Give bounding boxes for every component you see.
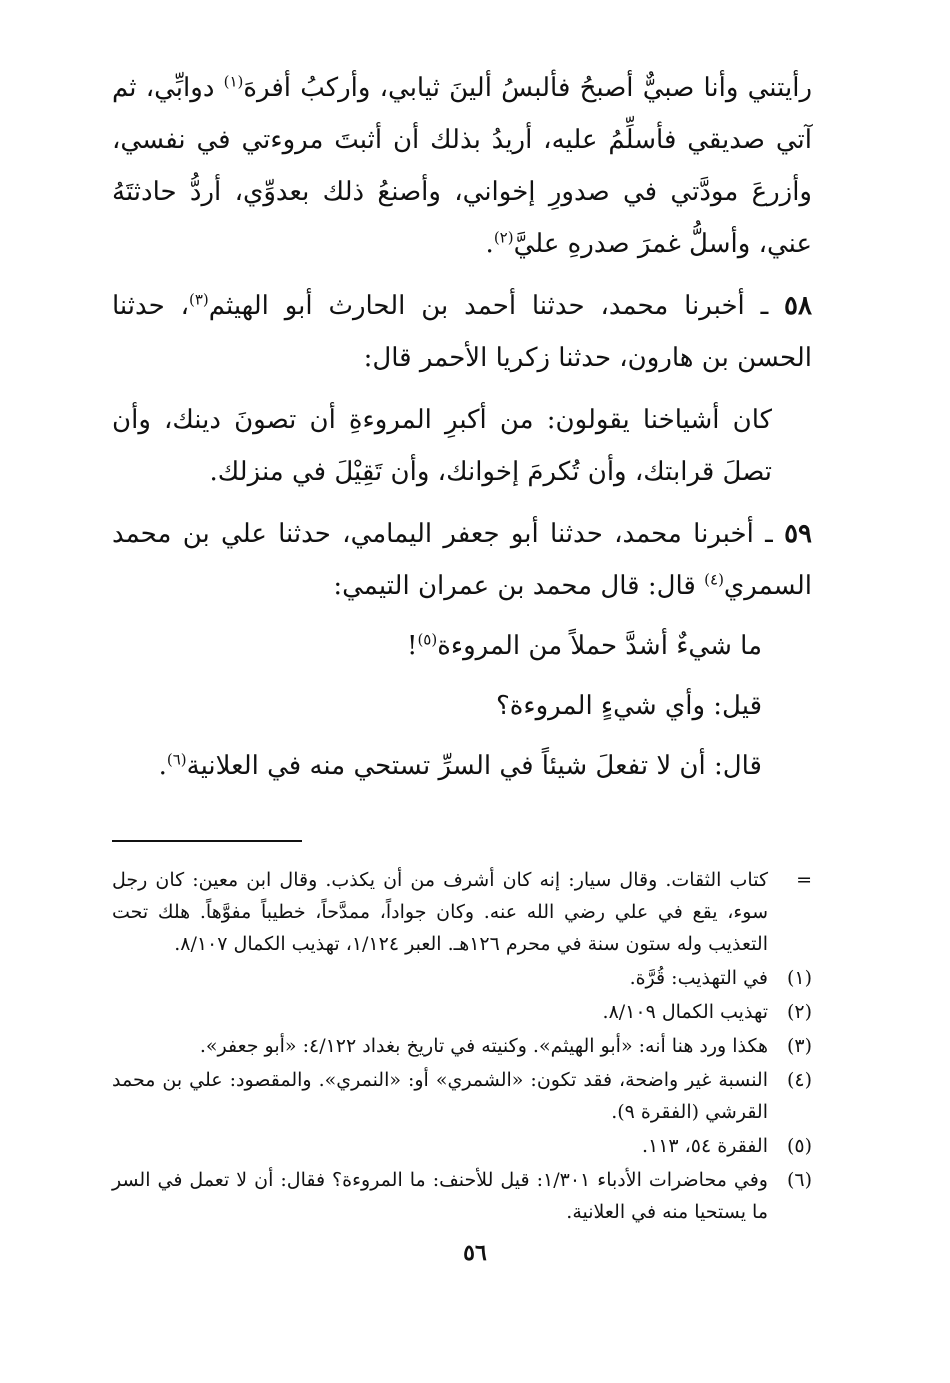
paragraph-59 <box>112 508 812 612</box>
footnote-6 <box>112 1164 812 1228</box>
dialogue-line-3 <box>112 740 812 792</box>
footnote-marker: = <box>796 869 812 891</box>
footnote-marker: (٥) <box>786 1135 812 1157</box>
text-span: . <box>158 751 167 781</box>
footnote-5 <box>112 1130 812 1162</box>
paragraph-1 <box>112 62 812 270</box>
footnote-ref-5: (٥) <box>417 630 438 649</box>
footnote-marker: (٤) <box>786 1069 812 1091</box>
page-number: ٥٦ <box>463 1240 487 1266</box>
text-span: ـ أخبرنا محمد، حدثنا أحمد بن الحارث أبو الهيثم <box>208 291 785 321</box>
text-span: دوابِّي، ثم آتي صديقي فأسلِّمُ عليه، أريدُ بذلك أن أثبتَ مروءتي في نفسي، وأزرعَ مودَّتي في صدورِ إخواني، وأصنعُ ذلك بعدوِّي، أردُّ حادثتَهُ عني، وأسلُّ غمرَ صدرهِ عليَّ <box>112 73 812 259</box>
footnote-text: في التهذيب: قُرَّة. <box>629 967 768 989</box>
footnote-continued <box>112 864 812 960</box>
footnote-marker: (٦) <box>786 1169 812 1191</box>
paragraph-58-quote: كان أشياخنا يقولون: من أكبرِ المروءةِ أن تصونَ دينك، وأن تصلَ قرابتك، وأن تُكرمَ إخوانك، وأن تَقِيْلَ في منزلك. <box>112 405 772 487</box>
text-span: ! <box>406 631 418 661</box>
text-span: ، حدثنا الحسن بن هارون، حدثنا زكريا الأحمر قال: <box>112 291 812 373</box>
dialogue-line-2: قيل: وأي شيءٍ المروءة؟ <box>495 691 762 721</box>
book-page <box>112 62 812 1228</box>
footnote-1 <box>112 962 812 994</box>
footnote-ref-2: (٢) <box>493 228 514 247</box>
footnote-separator <box>112 840 302 842</box>
text-span: قال: أن لا تفعلَ شيئاً في السرِّ تستحي منه في العلانية <box>186 751 762 781</box>
paragraph-number-58: ٥٨ <box>784 291 812 321</box>
footnote-marker: (٣) <box>786 1035 812 1057</box>
dialogue-line-1 <box>112 620 812 672</box>
paragraph-58 <box>112 280 812 384</box>
footnote-marker: (٢) <box>786 1001 812 1023</box>
footnote-4 <box>112 1064 812 1128</box>
text-span: رأيتني وأنا صبيٌّ أصبحُ فألبسُ ألينَ ثيابي، وأركبُ أفرهَ <box>243 73 812 103</box>
footnote-ref-1: (١) <box>223 72 244 91</box>
footnote-marker: (١) <box>786 967 812 989</box>
footnote-ref-3: (٣) <box>188 290 209 309</box>
text-span: قال: قال محمد بن عمران التيمي: <box>333 571 705 601</box>
main-text <box>112 62 812 792</box>
paragraph-number-59: ٥٩ <box>784 519 812 549</box>
footnote-3 <box>112 1030 812 1062</box>
footnote-text: الفقرة ٥٤، ١١٣. <box>641 1135 768 1157</box>
footnote-2 <box>112 996 812 1028</box>
text-span: ـ أخبرنا محمد، حدثنا أبو جعفر اليمامي، حدثنا علي بن محمد السمري <box>112 519 812 601</box>
footnote-text: النسبة غير واضحة، فقد تكون: «الشمري» أو: «النمري». والمقصود: علي بن محمد القرشي (الفقرة ٩). <box>112 1069 768 1123</box>
footnotes <box>112 864 812 1228</box>
footnote-text: تهذيب الكمال ٨/١٠٩. <box>602 1001 768 1023</box>
text-span: . <box>485 229 494 259</box>
footnote-separator-wrap <box>112 818 812 852</box>
footnote-text: وفي محاضرات الأدباء ١/٣٠١: قيل للأحنف: ما المروءة؟ فقال: أن لا تعمل في السر ما يستحيا منه في العلانية. <box>112 1169 768 1223</box>
footnote-text: هكذا ورد هنا أنه: «أبو الهيثم». وكنيته في تاريخ بغداد ٤/١٢٢: «أبو جعفر». <box>199 1035 768 1057</box>
footnote-ref-6: (٦) <box>166 750 187 769</box>
footnote-ref-4: (٤) <box>704 570 724 589</box>
text-span: ما شيءٌ أشدَّ حملاً من المروءة <box>437 631 762 661</box>
footnote-text: كتاب الثقات. وقال سيار: إنه كان أشرف من أن يكذب. وقال ابن معين: كان رجل سوء، يقع في علي رضي الله عنه. وكان جواداً، ممدَّحاً، خطيباً مفوَّهاً. هلك تحت التعذيب وله ستون سنة في محرم ١٢٦هـ. العبر ١/١٢٤، تهذيب الكمال ٨/١٠٧. <box>112 869 768 955</box>
